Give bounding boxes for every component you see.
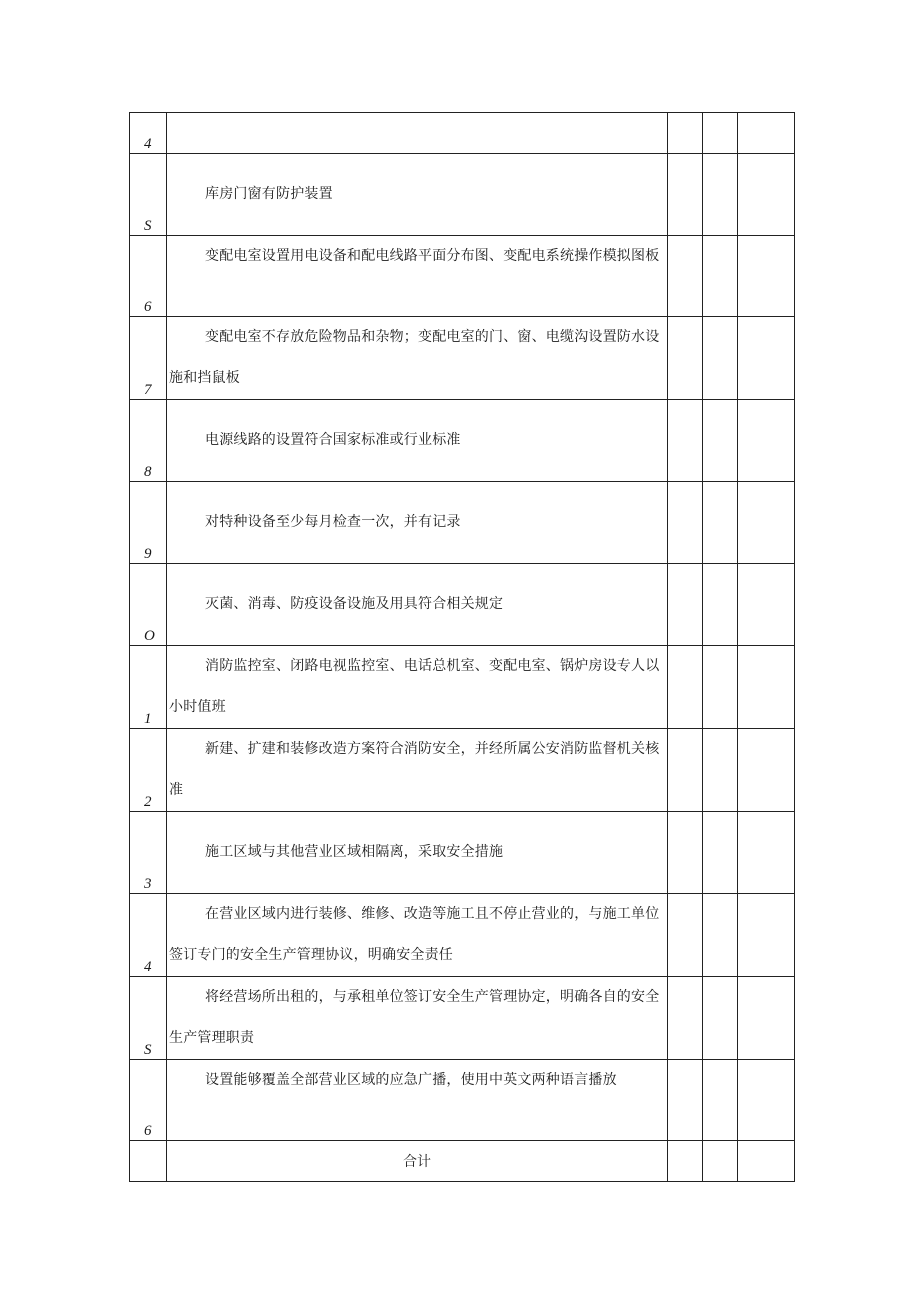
score-cell[interactable] — [738, 482, 795, 564]
check-cell-2[interactable] — [703, 646, 738, 729]
item-text: 在营业区域内进行装修、维修、改造等施工且不停止营业的，与施工单位签订专门的安全生产管理协议，明确安全责任 — [169, 906, 660, 963]
check-cell-1[interactable] — [668, 977, 703, 1060]
item-cell — [167, 236, 668, 317]
table-row — [130, 482, 795, 564]
row-number: 6 — [144, 299, 152, 315]
total-check-cell-2[interactable] — [703, 1141, 738, 1182]
item-cell — [167, 154, 668, 236]
item-cell — [167, 317, 668, 400]
check-cell-2[interactable] — [703, 236, 738, 317]
total-check-cell-1[interactable] — [668, 1141, 703, 1182]
row-number: S — [144, 218, 152, 234]
score-cell[interactable] — [738, 154, 795, 236]
table-row — [130, 154, 795, 236]
item-text: 新建、扩建和装修改造方案符合消防安全，并经所属公安消防监督机关核准 — [169, 741, 660, 798]
score-cell[interactable] — [738, 646, 795, 729]
row-number-cell — [130, 646, 167, 729]
row-number-cell — [130, 317, 167, 400]
score-cell[interactable] — [738, 564, 795, 646]
row-number-cell — [130, 977, 167, 1060]
row-number: 7 — [144, 382, 152, 398]
item-cell — [167, 400, 668, 482]
check-cell-1[interactable] — [668, 236, 703, 317]
check-cell-1[interactable] — [668, 894, 703, 977]
item-text: 对特种设备至少每月检查一次，并有记录 — [205, 514, 461, 530]
score-cell[interactable] — [738, 812, 795, 894]
item-text: 库房门窗有防护装置 — [205, 186, 333, 202]
score-cell[interactable] — [738, 729, 795, 812]
row-number: 9 — [144, 546, 152, 562]
row-number-cell — [130, 482, 167, 564]
item-cell — [167, 564, 668, 646]
check-cell-1[interactable] — [668, 729, 703, 812]
check-cell-1[interactable] — [668, 812, 703, 894]
check-cell-1[interactable] — [668, 646, 703, 729]
row-number: 2 — [144, 794, 152, 810]
score-cell[interactable] — [738, 317, 795, 400]
row-number-cell — [130, 1060, 167, 1141]
check-cell-2[interactable] — [703, 400, 738, 482]
table-row — [130, 812, 795, 894]
item-cell — [167, 812, 668, 894]
item-text: 消防监控室、闭路电视监控室、电话总机室、变配电室、锅炉房设专人以小时值班 — [169, 658, 660, 715]
total-number-cell — [130, 1141, 167, 1182]
row-number: 3 — [144, 876, 152, 892]
score-cell[interactable] — [738, 236, 795, 317]
item-text: 灭菌、消毒、防疫设备设施及用具符合相关规定 — [205, 596, 504, 612]
item-text: 施工区域与其他营业区域相隔离，采取安全措施 — [205, 844, 504, 860]
inspection-table-container — [129, 112, 794, 1182]
item-text: 电源线路的设置符合国家标准或行业标准 — [205, 432, 461, 448]
table-row — [130, 317, 795, 400]
item-cell — [167, 894, 668, 977]
item-text: 设置能够覆盖全部营业区域的应急广播，使用中英文两种语言播放 — [205, 1072, 617, 1088]
item-cell — [167, 729, 668, 812]
check-cell-1[interactable] — [668, 317, 703, 400]
table-body — [130, 113, 795, 1182]
check-cell-2[interactable] — [703, 1060, 738, 1141]
check-cell-2[interactable] — [703, 317, 738, 400]
row-number-cell — [130, 812, 167, 894]
row-number-cell — [130, 729, 167, 812]
table-row — [130, 646, 795, 729]
score-cell[interactable] — [738, 113, 795, 154]
row-number-cell — [130, 564, 167, 646]
item-cell — [167, 482, 668, 564]
item-cell — [167, 646, 668, 729]
check-cell-1[interactable] — [668, 113, 703, 154]
total-score-cell[interactable] — [738, 1141, 795, 1182]
row-number: S — [144, 1042, 152, 1058]
item-text: 变配电室不存放危险物品和杂物；变配电室的门、窗、电缆沟设置防水设施和挡鼠板 — [169, 329, 660, 386]
score-cell[interactable] — [738, 977, 795, 1060]
item-cell — [167, 113, 668, 154]
item-cell — [167, 977, 668, 1060]
check-cell-2[interactable] — [703, 154, 738, 236]
check-cell-2[interactable] — [703, 812, 738, 894]
row-number-cell — [130, 113, 167, 154]
table-row — [130, 113, 795, 154]
check-cell-2[interactable] — [703, 894, 738, 977]
row-number-cell — [130, 400, 167, 482]
row-number: 8 — [144, 464, 152, 480]
score-cell[interactable] — [738, 894, 795, 977]
table-row — [130, 729, 795, 812]
score-cell[interactable] — [738, 1060, 795, 1141]
check-cell-1[interactable] — [668, 400, 703, 482]
row-number-cell — [130, 154, 167, 236]
row-number: O — [144, 628, 155, 644]
score-cell[interactable] — [738, 400, 795, 482]
check-cell-2[interactable] — [703, 113, 738, 154]
total-row — [130, 1141, 795, 1182]
row-number-cell — [130, 236, 167, 317]
check-cell-2[interactable] — [703, 977, 738, 1060]
inspection-table — [129, 112, 795, 1182]
row-number: 4 — [144, 136, 152, 152]
table-row — [130, 400, 795, 482]
total-label: 合计 — [167, 1141, 668, 1182]
check-cell-1[interactable] — [668, 1060, 703, 1141]
check-cell-2[interactable] — [703, 564, 738, 646]
item-text: 变配电室设置用电设备和配电线路平面分布图、变配电系统操作模拟图板 — [205, 248, 660, 264]
row-number: 1 — [144, 711, 152, 727]
check-cell-2[interactable] — [703, 729, 738, 812]
table-row — [130, 236, 795, 317]
table-row — [130, 1060, 795, 1141]
row-number: 6 — [144, 1123, 152, 1139]
check-cell-1[interactable] — [668, 154, 703, 236]
table-row — [130, 977, 795, 1060]
table-row — [130, 564, 795, 646]
table-row — [130, 894, 795, 977]
row-number: 4 — [144, 959, 152, 975]
check-cell-2[interactable] — [703, 482, 738, 564]
check-cell-1[interactable] — [668, 482, 703, 564]
check-cell-1[interactable] — [668, 564, 703, 646]
item-text: 将经营场所出租的，与承租单位签订安全生产管理协定，明确各自的安全生产管理职责 — [169, 989, 660, 1046]
item-cell — [167, 1060, 668, 1141]
row-number-cell — [130, 894, 167, 977]
